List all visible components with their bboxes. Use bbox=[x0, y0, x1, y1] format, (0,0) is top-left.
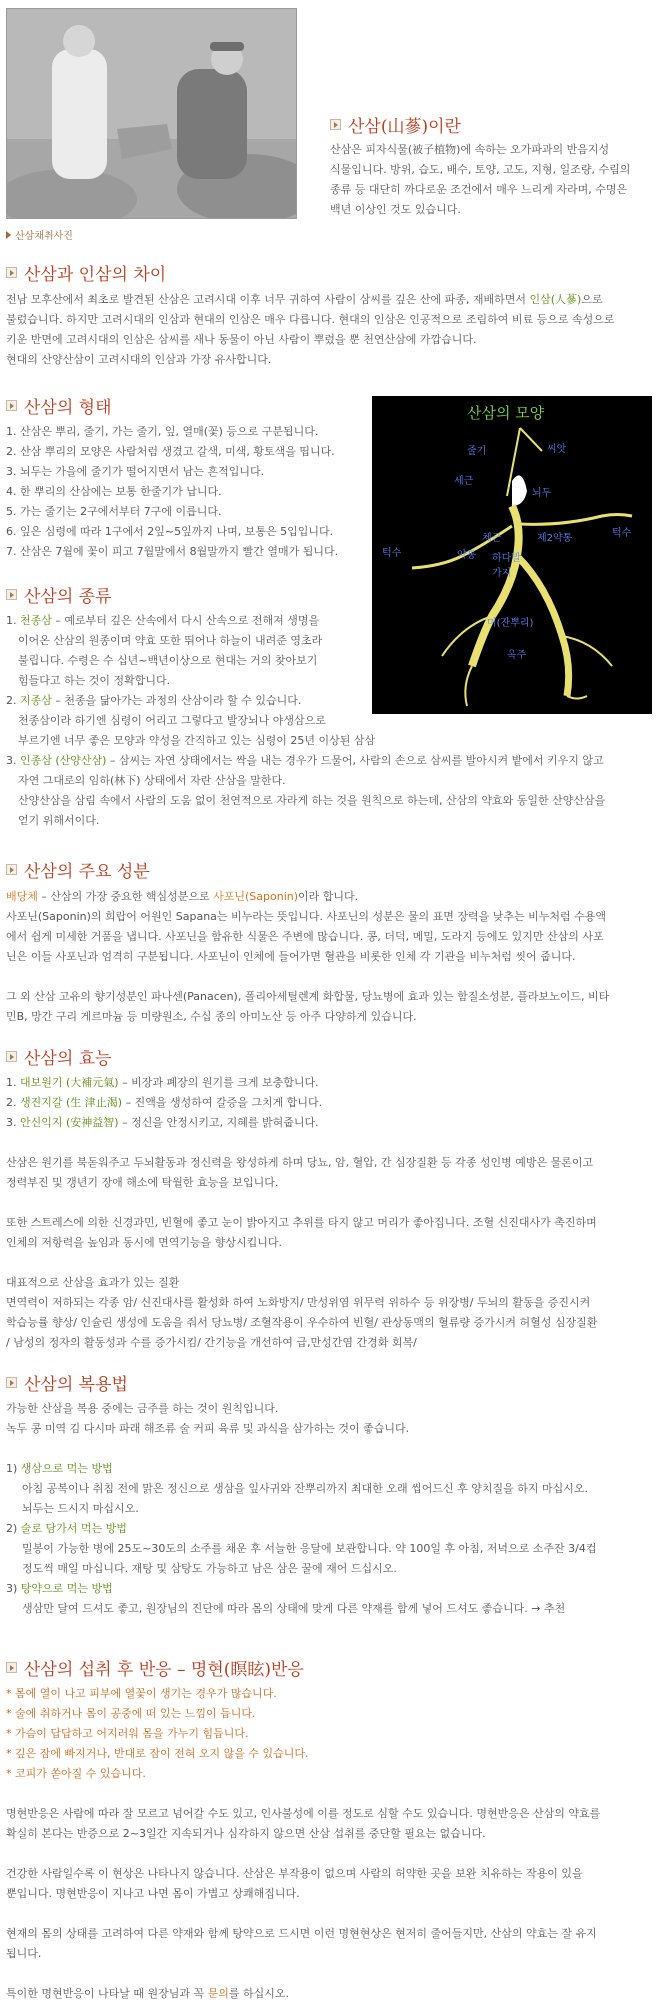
section-body-reaction: * 몸에 열이 나고 피부에 열꽃이 생기는 경우가 많습니다. * 술에 취하거나 몸이 공중에 떠 있는 느낌이 듭니다. * 가슴이 답답하고 어지러워 몸을 가누기 힘듭니다. * 깊은 잠에 빠지거나, 반대로 잠이 전혀 오지 않을 수 있습니다. * 코피가 쏟아질 수 있습니다. 명현반응은 사람에 따라 잘 모르고 넘어갈 수도 있고, 인사불성에 이를 정도로 심할 수도 있습니다. 명현반응은 산삼의 약효를 확실히 본다는 반증으로 2~3일간 지속되거나 심각하지 않으면 산삼 섭취를 중단할 필요는 없습니다. 건강한 사람일수록 이 현상은 나타나지 않습니다. 산삼은 부작용이 없으며 사람의 허약한 곳을 보완 치유하는 작용이 있을 뿐입니다. 명현반응이 지나고 나면 몸이 가볍고 상쾌해집니다. 현재의 몸의 상태를 고려하여 다른 약재와 함께 탕약으로 드시면 이런 명현현상은 현저히 줄어들지만, 산삼의 약효는 잘 유지 됩니다. 특이한 명현반응이 나타날 때 원장님과 꼭 문의를 하십시오. bbox=[6, 1687, 601, 2000]
contact-link[interactable]: 문의 bbox=[207, 1987, 229, 2000]
diagram-label: 턱수 bbox=[382, 548, 402, 559]
section-title-form: 산삼의 형태 bbox=[6, 393, 112, 418]
section-title-what-is-sansam: 산삼(山蔘)이란 bbox=[330, 112, 461, 137]
section-body-difference: 전남 모후산에서 최초로 발견된 산삼은 고려시대 이후 너무 귀하여 사람이 삼씨를 깊은 산에 파종, 재배하면서 인삼(人蔘)으로 불렀습니다. 하지만 고려시대의 인삼과 현대의 인삼은 매우 다릅니다. 현대의 인삼은 인공적으로 조림하여 비료 등으로 속성으로 키운 반면에 고려시대의 인삼은 삼씨를 새나 동물이 아닌 사람이 뿌렸을 뿐 천연산삼에 가깝습니다. 현대의 산양산삼이 고려시대의 인삼과 가장 유사합니다. bbox=[6, 293, 615, 366]
section-bullet-icon bbox=[6, 1662, 17, 1673]
diagram-label: 제2약통 bbox=[537, 533, 573, 544]
section-title-difference: 산삼과 인삼의 차이 bbox=[6, 260, 166, 285]
section-body-form: 1. 산삼은 뿌리, 줄기, 가는 줄기, 잎, 열매(꽃) 등으로 구분됩니다. 2. 산삼 뿌리의 모양은 사람처럼 생겼고 갈색, 미색, 황토색을 띱니다. 3. 뇌두는 가을에 줄기가 떨어지면서 남는 흔적입니다. 4. 한 뿌리의 산삼에는 보통 한줄기가 납니다. 5. 가는 줄기는 2구에서부터 7구에 이릅니다. 6. 잎은 심령에 따라 1구에서 2잎~5잎까지 나며, 보통은 5입입니다. 7. 산삼은 7월에 꽃이 피고 7월말에서 8월말까지 빨간 열매가 됩니다. bbox=[6, 425, 339, 558]
diagram-label: 하다발 bbox=[492, 553, 521, 564]
section-body-components: 배당체 – 산삼의 가장 중요한 핵심성분으로 사포닌(Saponin)이라 합니다. 사포닌(Saponin)의 희랍어 어원인 Sapana는 비누라는 뜻입니다. 사포닌의 성분은 물의 표면 장력을 낮추는 비누처럼 수용액 에서 쉽게 미세한 거품을 냅니다. 사포닌을 함유한 식물은 주변에 많습니다. 콩, 더덕, 메밀, 도라지 등에도 있지만 산삼의 사포 닌은 이들 사포닌과 엄격히 구분됩니다. 사포닌이 인체에 들어가면 혈관을 비롯한 인체 각 기관을 비누처럼 씻어 줍니다. 그 외 산삼 고유의 향기성분인 파나센(Panacen), 폴리아세틸렌계 화합물, 당뇨병에 효과 있는 함질소성분, 플라보노이드, 비타 민B, 망간 구리 게르마늄 등 미량원소, 수십 종의 아미노산 등 아주 다양하게 있습니다. bbox=[6, 890, 610, 1023]
diagram-label: 줄기 bbox=[467, 446, 487, 457]
section-bullet-icon bbox=[6, 1377, 17, 1388]
diagram-label: 약통 bbox=[457, 550, 477, 561]
section-bullet-icon bbox=[6, 589, 17, 600]
diagram-label: 턱수 bbox=[612, 528, 632, 539]
section-title-efficacy: 산삼의 효능 bbox=[6, 1044, 112, 1069]
section-title-types: 산삼의 종류 bbox=[6, 582, 112, 607]
section-bullet-icon bbox=[6, 864, 17, 875]
section-title-components: 산삼의 주요 성분 bbox=[6, 857, 150, 882]
section-bullet-icon bbox=[6, 400, 17, 411]
photo-caption: 산삼채취사진 bbox=[6, 227, 73, 242]
diagram-label: 가지 bbox=[492, 568, 512, 579]
diagram-label: 체근 bbox=[482, 533, 502, 544]
section-body-types: 1. 천종삼 – 예로부터 깊은 산속에서 다시 산속으로 전해져 생명을 이어온 산삼의 원종이며 약효 또한 뛰어나 하늘이 내려준 영초라 불립니다. 수령은 수 십년~백년이상으로 현대는 거의 찾아보기 힘들다고 하는 것이 정확합니다. 2. 지종삼 – 천종을 닮아가는 과정의 산삼이라 할 수 있습니다. 천종삼이라 하기엔 심령이 어리고 그렇다고 발장뇌나 야생삼으로 부르기엔 너무 좋은 모양과 약성을 간직하고 있는 심령이 25년 이상된 삼삼 3. 인종삼 (산양산삼) – 삼씨는 자연 상태에서는 싹을 내는 경우가 드물어, 사람의 손으로 삼씨를 발아시켜 밭에서 키우지 않고 자연 그대로의 임하(林下) 상태에서 자란 산삼을 말한다. 산양산삼을 삼림 속에서 사람의 도움 없이 천연적으로 자라게 하는 것을 원칙으로 하는데, 산삼의 약효와 동일한 산양산삼을 얻기 위해서이다. bbox=[6, 614, 606, 827]
section-body-efficacy: 1. 대보원기 (大補元氣) – 비장과 폐장의 원기를 크게 보충합니다. 2. 생진지갈 (生 津止渴) – 진액을 생성하여 갈증을 그치게 합니다. 3. 안신익지 (安神益智) – 정신을 안정시키고, 지혜를 밝혀줍니다. 산삼은 원기를 북돋워주고 두뇌활동과 정신력을 왕성하게 하며 당뇨, 암, 혈압, 간 심장질환 등 각종 성인병 예방은 물론이고 정력부진 및 갱년기 장애 해소에 탁월한 효능을 보입니다. 또한 스트레스에 의한 신경과민, 빈혈에 좋고 눈이 밝아지고 추위를 타지 않고 머리가 좋아집니다. 조혈 신진대사가 촉진하며 인체의 저항력을 높임과 동시에 면역기능을 향상시킵니다. 대표적으로 산삼을 효과가 있는 질환 면역력이 저하되는 각종 암/ 신진대사를 활성화 하여 노화방지/ 만성위염 위무력 위하수 등 위장병/ 두뇌의 활동을 증진시켜 학습능률 향상/ 인슐린 생성에 도움을 줘서 당뇨병/ 조혈작용이 우수하여 빈혈/ 관상동맥의 혈류량 증가시켜 허혈성 심장질환 / 남성의 정자의 활동성과 수를 증가시킴/ 간기능을 개선하여 급,만성간염 간경화 회복/ bbox=[6, 1076, 598, 1349]
caret-icon bbox=[6, 231, 11, 239]
diagram-label: 미(잔뿌리) bbox=[487, 618, 534, 629]
section-title-reaction: 산삼의 섭취 후 반응 – 명현(瞑眩)반응 bbox=[6, 1655, 304, 1680]
section-bullet-icon bbox=[6, 1051, 17, 1062]
section-title-dosage: 산삼의 복용법 bbox=[6, 1370, 128, 1395]
section-body-what-is-sansam: 산삼은 피자식물(被子植物)에 속하는 오가파과의 반음지성 식물입니다. 방위, 습도, 배수, 토양, 고도, 지형, 일조량, 수림의 종류 등 대단히 까다로운 조건에서 매우 느리게 자라며, 수명은 백년 이상인 것도 있습니다. bbox=[330, 143, 631, 216]
diagram-label: 옥주 bbox=[507, 650, 527, 661]
diagram-label: 씨앗 bbox=[547, 444, 567, 455]
diagram-label: 뇌두 bbox=[532, 488, 552, 499]
section-body-dosage: 가능한 산삼을 복용 중에는 금주를 하는 것이 원칙입니다. 녹두 콩 미역 김 다시마 파래 해조류 술 커피 육류 및 과식을 삼가하는 것이 좋습니다. 1) 생삼으로 먹는 방법 아침 공복이나 취침 전에 맑은 정신으로 생삼을 잎사귀와 잔뿌리까지 최대한 오래 씹어드신 후 양치질을 하지 마십시오. 뇌두는 드시지 마십시오. 2) 술로 담가서 먹는 방법 밀봉이 가능한 병에 25도~30도의 소주를 채운 후 서늘한 응달에 보관합니다. 약 100일 후 아침, 저녁으로 소주잔 3/4컵 정도씩 매일 마십니다. 재탕 및 삼탕도 가능하고 남은 삼은 꿀에 재어 드십시오. 3) 탕약으로 먹는 방법 생삼만 달여 드셔도 좋고, 원장님의 진단에 따라 몸의 상태에 맞게 다른 약재를 함께 넣어 드셔도 좋습니다. → 추천 bbox=[6, 1402, 597, 1615]
section-bullet-icon bbox=[330, 119, 341, 130]
ginseng-harvest-photo bbox=[6, 8, 297, 219]
section-bullet-icon bbox=[6, 267, 17, 278]
diagram-label: 세근 bbox=[454, 476, 474, 487]
diagram-title: 산삼의 모양 bbox=[467, 404, 545, 422]
